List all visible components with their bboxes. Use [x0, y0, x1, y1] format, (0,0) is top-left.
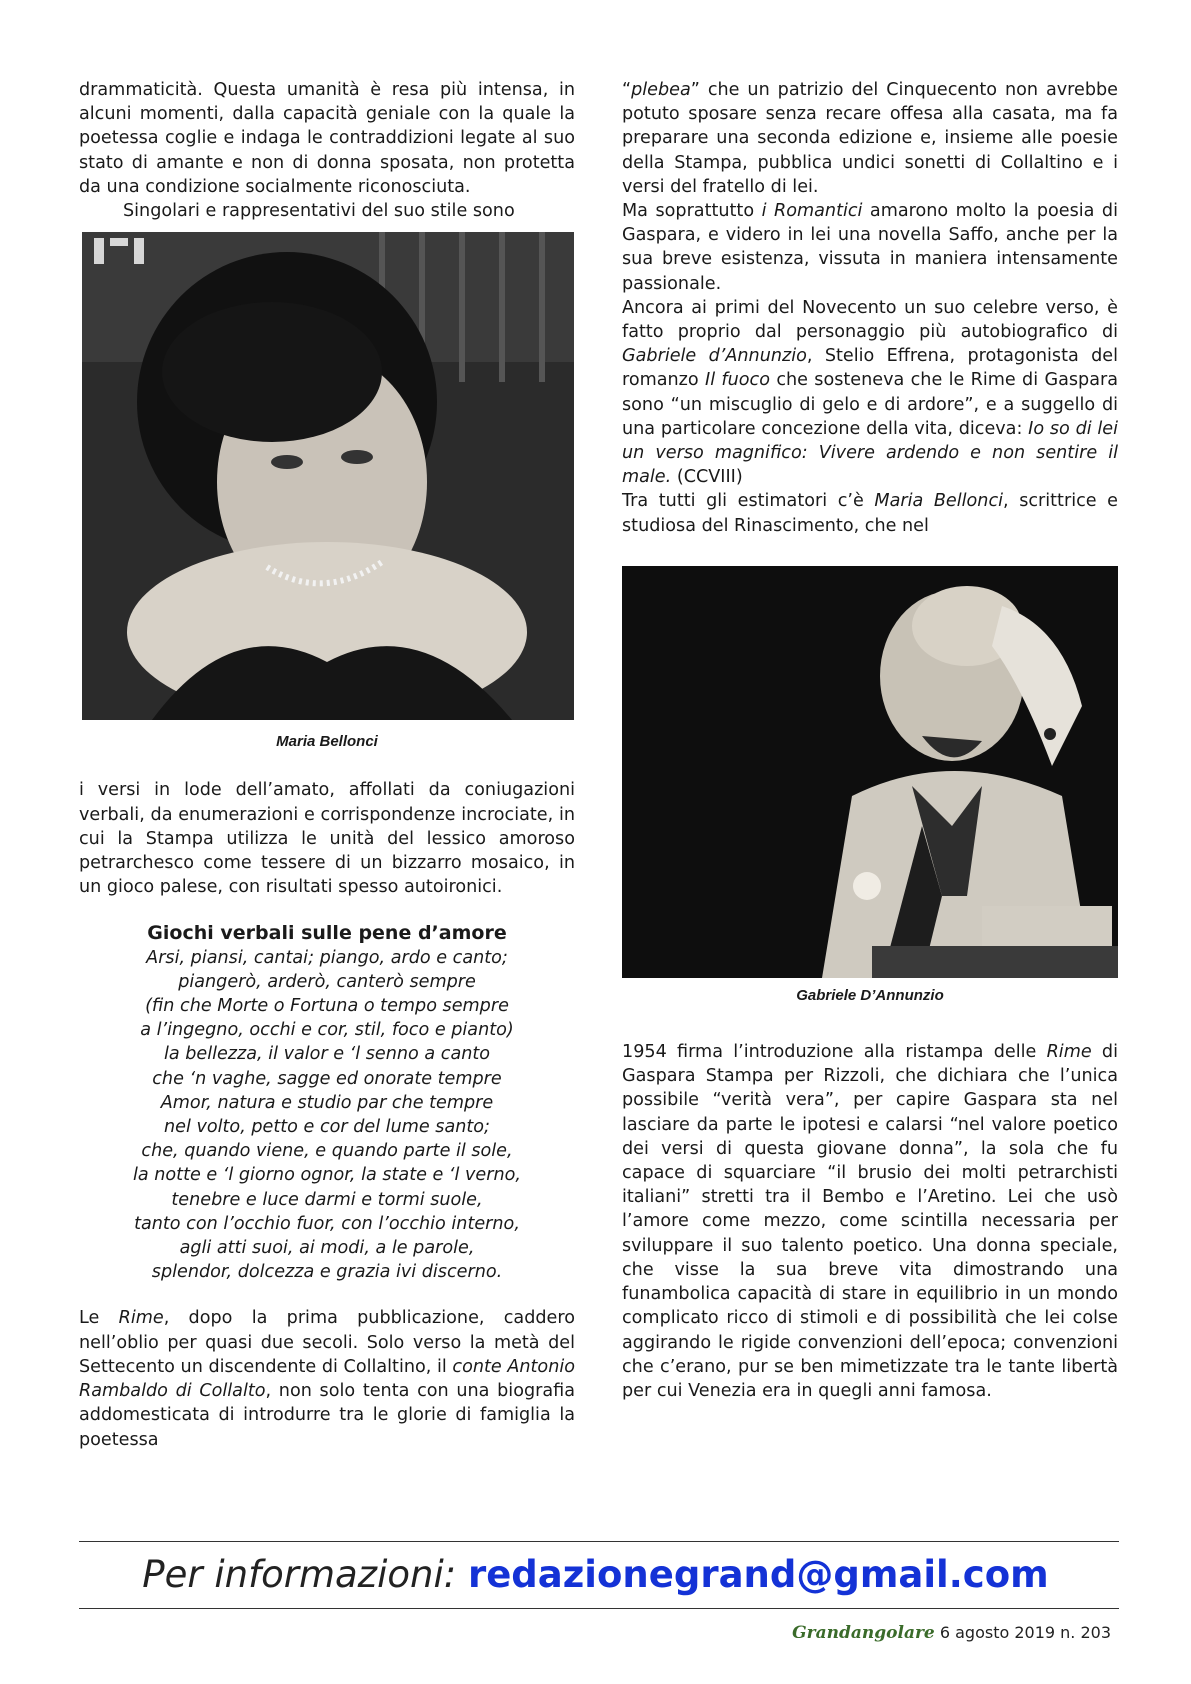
issue-date: 6 agosto 2019 n. 203 [939, 1623, 1111, 1642]
photo-maria-bellonci [82, 232, 574, 720]
poem-line: tanto con l’occhio fuor, con l’occhio interno, [134, 1213, 520, 1234]
poem-line: (fin che Morte o Fortuna o tempo sempre [145, 996, 509, 1017]
poem-line: agli atti suoi, ai modi, a le parole, [179, 1238, 475, 1259]
portrait-illustration [82, 232, 574, 720]
paragraph: i versi in lode dell’amato, affollati da coniugazioni verbali, da enumerazioni e corrispondenze incrociate, in cui la Stampa utilizza le unità del lessico amoroso petrarchesco come tessere di un bizzarro mosaico, in un gioco palese, con risultati spesso autoironici. [79, 780, 575, 898]
paragraph: “plebea” che un patrizio del Cinquecento non avrebbe potuto sposare senza recare offesa alla casata, ma fa preparare una seconda edizione e, insieme alle poesie della Stampa, pubblica undici sonetti di Collaltino e i versi del fratello di lei. [622, 80, 1118, 197]
contact-email-link[interactable]: redazionegrand@gmail.com [467, 1553, 1049, 1596]
divider [79, 1541, 1119, 1542]
poem-line: che ‘n vaghe, sagge ed onorate tempre [152, 1068, 502, 1089]
left-column [79, 78, 575, 1452]
magazine-name: Grandangolare [792, 1623, 935, 1643]
poem-line: a l’ingegno, occhi e cor, stil, foco e pianto) [140, 1020, 514, 1041]
poem [79, 946, 575, 1285]
photo-gabriele-dannunzio [622, 566, 1118, 978]
paragraph: Singolari e rappresentativi del suo stile sono [123, 201, 515, 222]
contact-banner [0, 1553, 1191, 1597]
photo-caption: Maria Bellonci [276, 733, 378, 751]
poem-line: nel volto, petto e cor del lume santo; [164, 1117, 490, 1138]
paragraph: 1954 firma l’introduzione alla ristampa delle Rime di Gaspara Stampa per Rizzoli, che dichiara che l’unica possibile “verità vera”, per capire Gaspara sta nel lasciare da parte le ipotesi e calarsi “nel valore poetico dei versi di questa giovane donna”, la sola che fu capace di squarciare “il brusio dei molti petrarchisti italiani” stretti tra il Bembo e l’Aretino. Lei che usò l’amore come mezzo, come scintilla necessaria per sviluppare il suo talento poetico. Una donna speciale, che visse la sua breve vita dimostrando una funambolica capacità di stare in equilibrio in un mondo complicato ricco di stimoli e di possibilità che lei colse aggirando le rigide convenzioni dell’epoca; convenzioni che c’erano, pur se ben mimetizzate tra le tante libertà per cui Venezia era in quegli anni famosa. [622, 1042, 1118, 1401]
poem-line: splendor, dolcezza e grazia ivi discerno. [151, 1262, 503, 1283]
paragraph: drammaticità. Questa umanità è resa più intensa, in alcuni momenti, dalla capacità geniale con la quale la poetessa coglie e indaga le contraddizioni legate al suo stato di amante e non di donna sposata, non protetta da una condizione socialmente riconosciuta. [79, 80, 575, 197]
poem-line: piangerò, arderò, canterò sempre [178, 971, 476, 992]
poem-line: Amor, natura e studio par che tempre [160, 1092, 494, 1113]
poem-line: la bellezza, il valor e ‘l senno a canto [163, 1044, 491, 1065]
paragraph: Tra tutti gli estimatori c’è Maria Bellonci, scrittrice e studiosa del Rinascimento, che nel [622, 491, 1118, 536]
paragraph: Ma soprattutto i Romantici amarono molto la poesia di Gaspara, e videro in lei una novella Saffo, anche per la sua breve esistenza, vissuta in maniera intensamente passionale. [622, 201, 1118, 294]
poem-line: la notte e ‘l giorno ognor, la state e ‘l verno, [133, 1165, 521, 1186]
poem-line: che, quando viene, e quando parte il sole, [141, 1141, 513, 1162]
right-column [622, 78, 1118, 1403]
paragraph: Ancora ai primi del Novecento un suo celebre verso, è fatto proprio dal personaggio più autobiografico di Gabriele d’Annunzio, Stelio Effrena, protagonista del romanzo Il fuoco che sosteneva che le Rime di Gaspara sono “un miscuglio di gelo e di ardore”, e a suggello di una particolare concezione della vita, diceva: Io so di lei un verso magnifico: Vivere ardendo e non sentire il male. (CCVIII) [622, 297, 1119, 488]
poem-line: tenebre e luce darmi e tormi suole, [171, 1189, 483, 1210]
portrait-illustration [622, 566, 1118, 978]
issue-info [792, 1623, 1111, 1643]
poem-line: Arsi, piansi, cantai; piango, ardo e canto; [146, 947, 508, 968]
paragraph: Le Rime, dopo la prima pubblicazione, caddero nell’oblio per quasi due secoli. Solo verso la metà del Settecento un discendente di Collaltino, il conte Antonio Rambaldo di Collalto, non solo tenta con una biografia addomesticata di introdurre tra le glorie di famiglia la poetessa [79, 1308, 576, 1450]
contact-label: Per informazioni: [142, 1553, 457, 1596]
divider [79, 1608, 1119, 1609]
poem-title: Giochi verbali sulle pene d’amore [147, 922, 507, 945]
photo-caption: Gabriele D’Annunzio [796, 986, 944, 1004]
